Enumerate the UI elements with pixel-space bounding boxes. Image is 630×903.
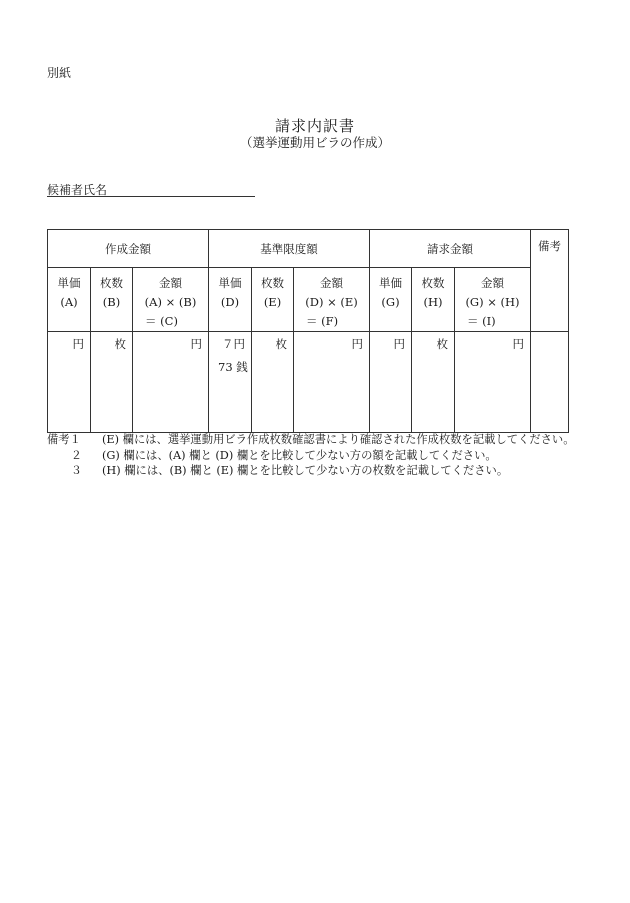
cell-remarks[interactable] [531,332,569,433]
cell-unit-price-a[interactable]: 円 [48,332,91,433]
note-item: ３ (H) 欄には、(B) 欄と (E) 欄とを比較して少ない方の枚数を記載してください。 [70,464,509,477]
remarks-header [531,230,569,332]
group-header-row [48,230,569,268]
group-header-claim-amount: 請求金額 [370,230,531,268]
notes-section [47,432,592,479]
col-header-amount-f: 金額 (D) × (E) ＝ (F) [294,268,370,332]
col-header-unit-price-a: 単価 (A) [48,268,91,332]
cell-unit-price-g[interactable]: 円 [370,332,412,433]
col-header-unit-price-d: 単価 (D) [209,268,252,332]
candidate-name-field-line [47,196,255,197]
note-item: ２ (G) 欄には、(A) 欄と (D) 欄とを比較して少ない方の額を記載してください。 [70,448,497,462]
cell-count-b[interactable]: 枚 [91,332,133,433]
document-subtitle: （選挙運動用ビラの作成） [239,135,390,150]
group-header-standard-limit: 基準限度額 [209,230,370,268]
claim-breakdown-table [47,229,569,433]
col-header-amount-c: 金額 (A) × (B) ＝ (C) [133,268,209,332]
cell-count-e[interactable]: 枚 [252,332,294,433]
cell-count-h[interactable]: 枚 [412,332,455,433]
table-row [48,332,569,433]
cell-amount-c[interactable]: 円 [133,332,209,433]
note-item: 備考１ (E) 欄には、選挙運動用ビラ作成枚数確認書により確認された作成枚数を記載してください。 [47,433,575,446]
cell-unit-price-d: ７円 73 銭 [209,332,252,433]
column-header-row [48,268,569,332]
group-header-creation-amount: 作成金額 [48,230,209,268]
col-header-count-h: 枚数 (H) [412,268,455,332]
remarks-header-label: 備考 [538,239,561,253]
col-header-unit-price-g: 単価 (G) [370,268,412,332]
document-title: 請求内訳書 [274,117,355,135]
col-header-count-e: 枚数 (E) [252,268,294,332]
col-header-count-b: 枚数 (B) [91,268,133,332]
cell-amount-f[interactable]: 円 [294,332,370,433]
candidate-name-label: 候補者氏名 [47,183,108,197]
col-header-amount-i: 金額 (G) × (H) ＝ (I) [455,268,531,332]
attachment-label: 別紙 [47,66,72,80]
cell-amount-i[interactable]: 円 [455,332,531,433]
